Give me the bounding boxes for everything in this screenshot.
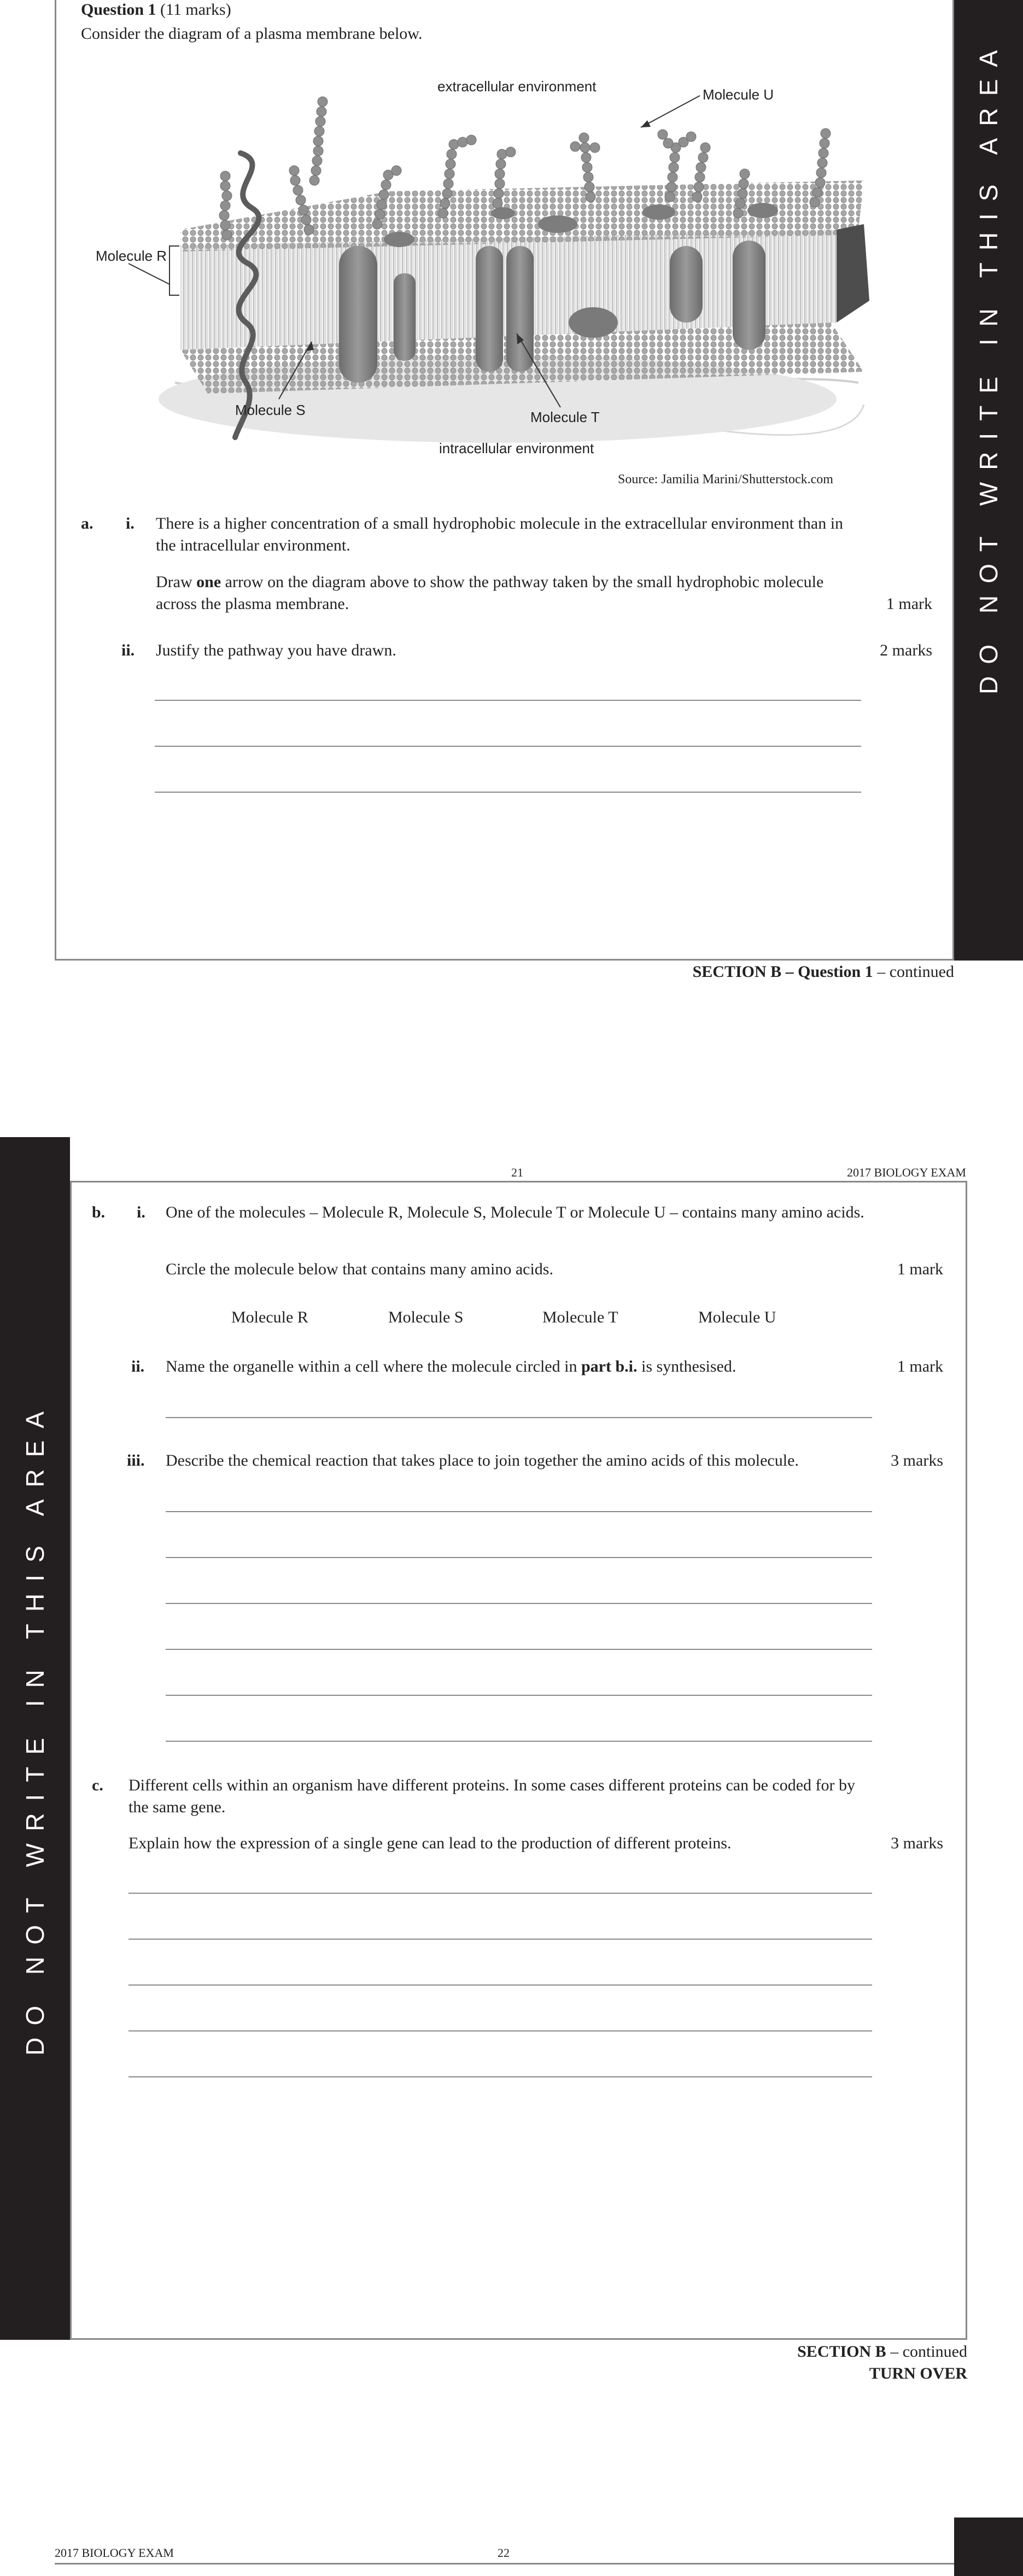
- answer-line[interactable]: [166, 1649, 872, 1650]
- exam-title-header: 2017 BIOLOGY EXAM: [847, 1166, 966, 1179]
- question-intro: Consider the diagram of a plasma membrane below.: [81, 25, 423, 43]
- option-molecule-t[interactable]: Molecule T: [542, 1308, 618, 1326]
- protein: [569, 307, 618, 338]
- margin-bar-page3: [954, 2518, 1023, 2576]
- answer-line[interactable]: [128, 1984, 872, 1986]
- page2-footer-continued: SECTION B – continued: [797, 2343, 967, 2361]
- page-number: 22: [498, 2546, 510, 2560]
- answer-line[interactable]: [128, 1939, 872, 1940]
- protein: [733, 241, 765, 350]
- plasma-membrane-diagram: [82, 66, 886, 492]
- part-aii-text: Justify the pathway you have drawn.: [156, 641, 396, 659]
- molecule-r-pointer: [128, 264, 169, 284]
- do-not-write-label: DO NOT WRITE IN THIS AREA: [974, 38, 1003, 695]
- answer-line[interactable]: [166, 1417, 872, 1418]
- exam-title-header: 2017 BIOLOGY EXAM: [55, 2546, 174, 2560]
- answer-line[interactable]: [166, 1695, 872, 1696]
- option-molecule-r[interactable]: Molecule R: [231, 1308, 308, 1326]
- page1-footer: SECTION B – Question 1 – continued: [692, 963, 954, 981]
- part-ai-text: There is a higher concentration of a small hydrophobic molecule in the extracellular environment than in the intracellular environment.: [156, 514, 844, 554]
- answer-line[interactable]: [166, 1557, 872, 1558]
- page-number: 21: [511, 1166, 523, 1179]
- label-molecule-r: Molecule R: [96, 248, 167, 264]
- answer-line[interactable]: [155, 792, 861, 793]
- label-intracellular: intracellular environment: [439, 440, 594, 456]
- part-biii-marks: 3 marks: [891, 1451, 943, 1470]
- part-ai-marks: 1 mark: [886, 595, 932, 613]
- part-bi-text: One of the molecules – Molecule R, Molecule S, Molecule T or Molecule U – contains many amino acids.: [166, 1203, 864, 1221]
- protein: [476, 246, 503, 372]
- answer-line[interactable]: [128, 1893, 872, 1894]
- part-biii-number: iii.: [127, 1451, 145, 1470]
- label-molecule-s: Molecule S: [235, 402, 306, 418]
- part-c-letter: c.: [92, 1776, 103, 1794]
- image-source: Source: Jamilia Marini/Shutterstock.com: [618, 472, 833, 487]
- membrane-illustration: [82, 66, 886, 492]
- do-not-write-label: DO NOT WRITE IN THIS AREA: [21, 1399, 49, 2056]
- part-bii-text: Name the organelle within a cell where the molecule circled in part b.i. is synthesised.: [166, 1357, 736, 1375]
- part-bi-instruction: Circle the molecule below that contains many amino acids.: [166, 1260, 553, 1278]
- part-ai-number: i.: [126, 514, 135, 532]
- answer-line[interactable]: [128, 2076, 872, 2077]
- part-a-letter: a.: [81, 514, 93, 532]
- option-molecule-s[interactable]: Molecule S: [388, 1308, 464, 1326]
- part-ai-instruction: Draw one arrow on the diagram above to show the pathway taken by the small hydrophobic molecule across the plasma membrane.: [156, 573, 824, 613]
- label-molecule-u: Molecule U: [703, 86, 774, 103]
- protein: [394, 273, 416, 361]
- answer-line[interactable]: [155, 700, 861, 701]
- molecule-u-pointer: [641, 96, 700, 127]
- answer-line[interactable]: [166, 1741, 872, 1742]
- molecule-r-bracket: [169, 246, 179, 295]
- part-bi-number: i.: [137, 1203, 145, 1221]
- protein: [339, 246, 377, 383]
- answer-line[interactable]: [128, 2030, 872, 2031]
- margin-bar-page1: [954, 0, 1023, 961]
- part-c-text: Different cells within an organism have different proteins. In some cases different proteins can be coded for by the same gene.: [128, 1776, 856, 1816]
- label-molecule-t: Molecule T: [530, 409, 600, 425]
- part-biii-text: Describe the chemical reaction that takes place to join together the amino acids of this molecule.: [166, 1451, 799, 1470]
- part-c-marks: 3 marks: [891, 1834, 943, 1852]
- part-aii-number: ii.: [121, 641, 135, 659]
- question-title: Question 1 (11 marks): [81, 1, 231, 19]
- part-bii-marks: 1 mark: [897, 1357, 943, 1375]
- answer-line[interactable]: [155, 746, 861, 747]
- part-bii-number: ii.: [131, 1357, 145, 1375]
- page2-footer-turn-over: TURN OVER: [869, 2364, 967, 2382]
- answer-line[interactable]: [166, 1603, 872, 1604]
- protein: [670, 246, 703, 323]
- part-bi-marks: 1 mark: [897, 1260, 943, 1278]
- part-aii-marks: 2 marks: [880, 641, 932, 659]
- part-b-letter: b.: [92, 1203, 106, 1221]
- protein: [506, 246, 534, 372]
- part-c-instruction: Explain how the expression of a single gene can lead to the production of different proteins.: [128, 1834, 732, 1852]
- answer-line[interactable]: [166, 1511, 872, 1512]
- answer-frame-page3-top: [55, 2563, 954, 2565]
- answer-frame-page2: [70, 1181, 967, 2340]
- margin-bar-page2: [0, 1137, 70, 2340]
- label-extracellular: extracellular environment: [437, 78, 597, 95]
- option-molecule-u[interactable]: Molecule U: [698, 1308, 776, 1326]
